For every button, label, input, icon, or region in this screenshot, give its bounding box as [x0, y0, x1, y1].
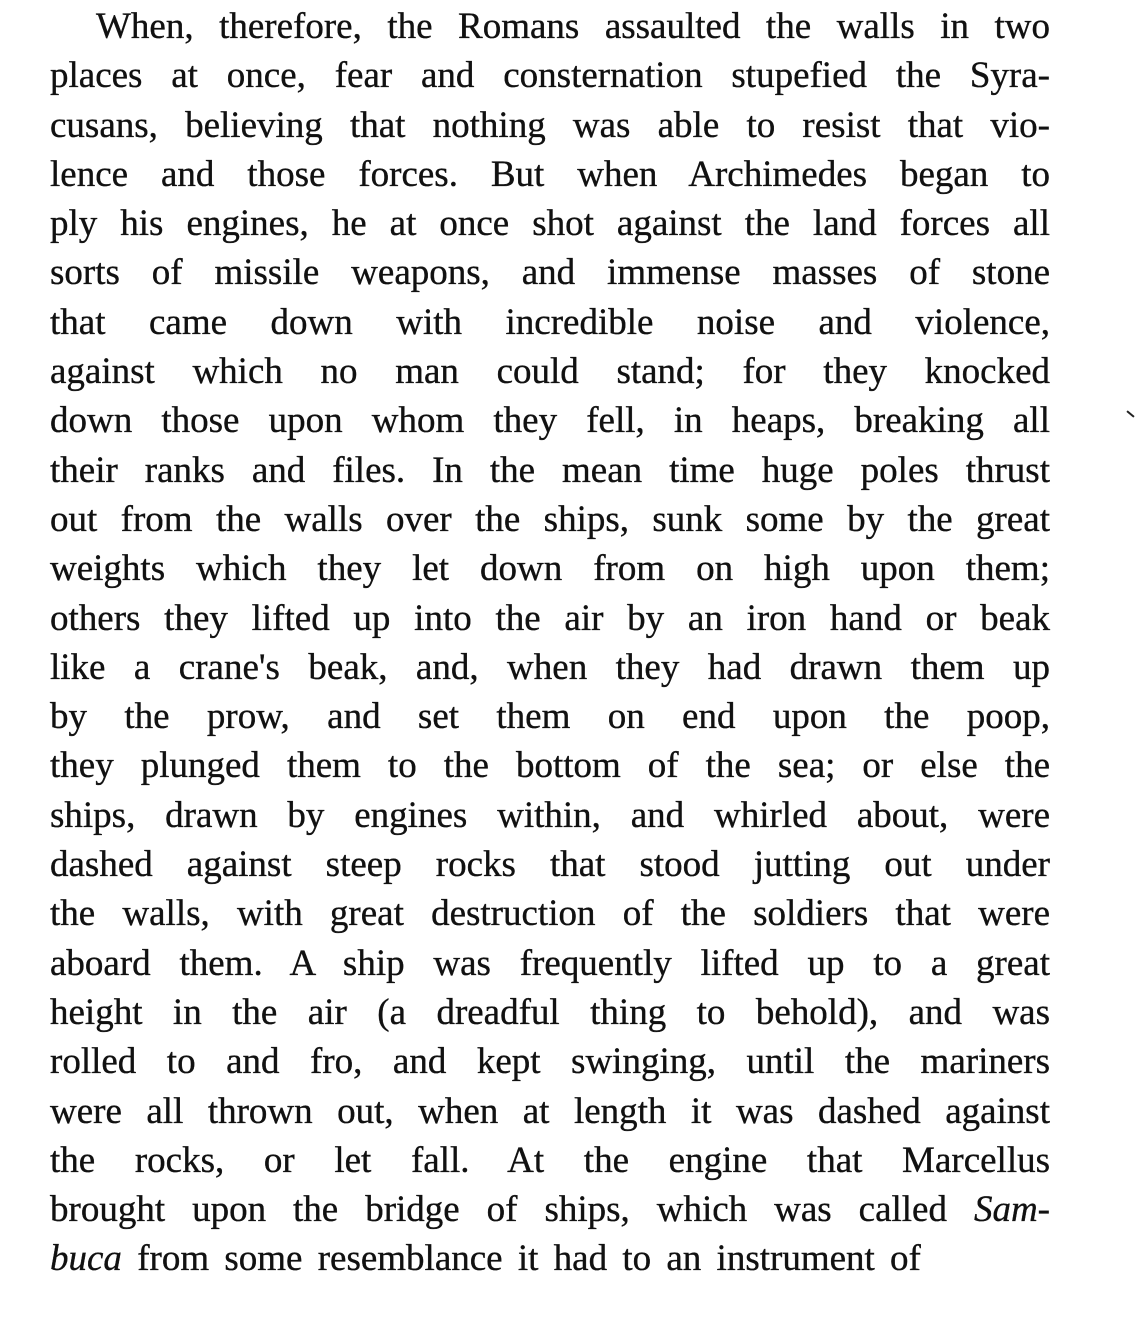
text-line: aboard them. A ship was frequently lifted up to a great: [50, 942, 1050, 984]
text-line: that came down with incredible noise and violence,: [50, 301, 1050, 343]
text-line: When, therefore, the Romans assaulted the walls in two: [96, 6, 1050, 47]
text-line: others they lifted up into the air by an iron hand or beak: [50, 597, 1050, 639]
text-line: [50, 1185, 1050, 1234]
text-line: dashed against steep rocks that stood jutting out under: [50, 844, 1050, 886]
text-line: lence and those forces. But when Archimedes began to: [50, 153, 1050, 195]
text-line: against which no man could stand; for they knocked: [50, 351, 1050, 393]
text-line: down those upon whom they fell, in heaps, breaking all: [50, 400, 1050, 442]
text-line: by the prow, and set them on end upon the poop,: [50, 696, 1050, 738]
text-line: rolled to and fro, and kept swinging, until the mariners: [50, 1041, 1050, 1083]
text-line: height in the air (a dreadful thing to behold), and was: [50, 991, 1050, 1033]
body-paragraph: [50, 2, 1050, 1284]
text-line: weights which they let down from on high upon them;: [50, 548, 1050, 590]
text-segment: brought upon the bridge of ships, which was called: [50, 1189, 974, 1231]
text-line: they plunged them to the bottom of the sea; or else the: [50, 745, 1050, 787]
italic-word: Sam-: [973, 1189, 1050, 1231]
text-line: their ranks and files. In the mean time huge poles thrust: [50, 449, 1050, 491]
text-line: places at once, fear and consternation stupefied the Syra-: [50, 55, 1050, 97]
text-line: out from the walls over the ships, sunk some by the great: [50, 498, 1050, 540]
text-line: the rocks, or let fall. At the engine that Marcellus: [50, 1139, 1050, 1181]
text-segment: from some resemblance it had to an instrument of: [121, 1238, 921, 1280]
text-line: cusans, believing that nothing was able to resist that vio-: [50, 104, 1050, 146]
text-line: ships, drawn by engines within, and whirled about, were: [50, 794, 1050, 836]
italic-word: buca: [50, 1238, 122, 1280]
text-line: [50, 1234, 1050, 1283]
text-line: ply his engines, he at once shot against the land forces all: [50, 203, 1050, 245]
text-line: sorts of missile weapons, and immense masses of stone: [50, 252, 1050, 294]
text-line: were all thrown out, when at length it was dashed against: [50, 1090, 1050, 1132]
text-line: like a crane's beak, and, when they had drawn them up: [50, 646, 1050, 688]
text-line: the walls, with great destruction of the soldiers that were: [50, 893, 1050, 935]
stray-ink-mark: [1126, 410, 1134, 417]
